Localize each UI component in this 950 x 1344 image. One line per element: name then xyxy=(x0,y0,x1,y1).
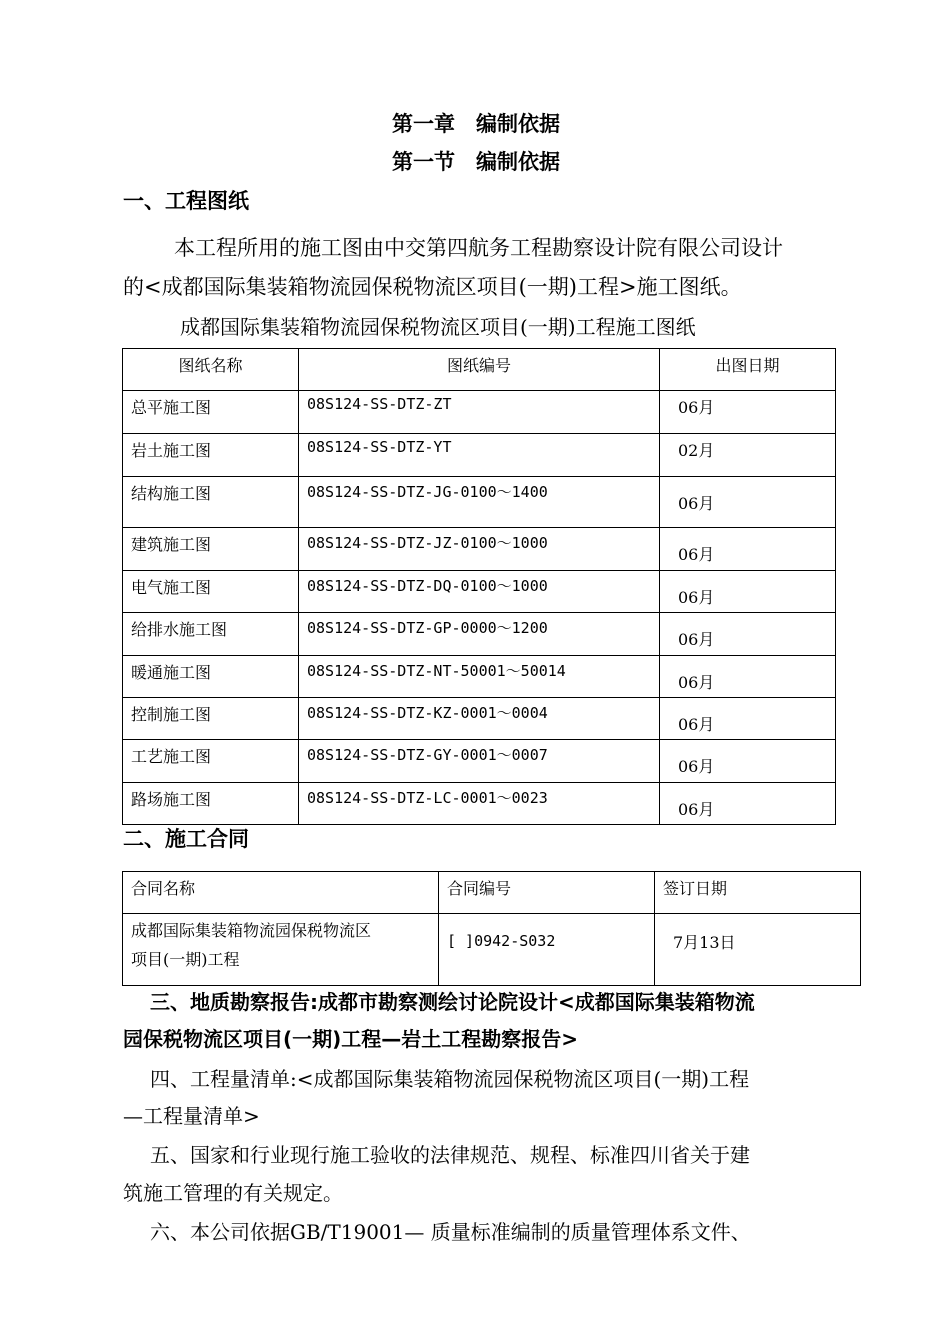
table-header: 图纸编号 xyxy=(299,349,660,391)
heading-contract: 二、施工合同 xyxy=(123,827,249,851)
item-6-line1: 六、本公司依据GB/T19001— 质量标准编制的质量管理体系文件、 xyxy=(150,1220,751,1244)
item-4-line1: 四、工程量清单:<成都国际集装箱物流园保税物流区项目(一期)工程 xyxy=(150,1067,750,1091)
drawing-date: 06月 xyxy=(660,391,836,434)
paragraph-drawings-line2: 的<成都国际集装箱物流园保税物流区项目(一期)工程>施工图纸。 xyxy=(123,275,742,299)
table-row xyxy=(123,528,836,571)
drawing-date: 06月 xyxy=(660,528,836,571)
drawing-name: 暖通施工图 xyxy=(123,656,299,698)
contract-code: [ ]0942-S032 xyxy=(439,914,655,986)
chapter-title: 第一章 编制依据 xyxy=(392,112,560,136)
drawing-code: 08S124-SS-DTZ-LC-0001～0023 xyxy=(299,783,660,825)
table-row xyxy=(123,783,836,825)
drawing-code: 08S124-SS-DTZ-DQ-0100～1000 xyxy=(299,571,660,613)
table-row xyxy=(123,571,836,613)
table-header-row xyxy=(123,872,861,914)
drawing-name: 路场施工图 xyxy=(123,783,299,825)
drawing-code: 08S124-SS-DTZ-GP-0000～1200 xyxy=(299,613,660,656)
drawing-date: 06月 xyxy=(660,571,836,613)
table-header-row xyxy=(123,349,836,391)
drawing-date: 06月 xyxy=(660,477,836,528)
drawing-date: 06月 xyxy=(660,783,836,825)
drawing-date: 06月 xyxy=(660,698,836,740)
drawing-code: 08S124-SS-DTZ-KZ-0001～0004 xyxy=(299,698,660,740)
table-row xyxy=(123,656,836,698)
item-3-line1: 三、地质勘察报告:成都市勘察测绘讨论院设计<成都国际集装箱物流 xyxy=(150,990,755,1014)
drawing-name: 岩土施工图 xyxy=(123,434,299,477)
table-row xyxy=(123,391,836,434)
section-title: 第一节 编制依据 xyxy=(392,150,560,174)
table-row xyxy=(123,914,861,986)
drawing-code: 08S124-SS-DTZ-GY-0001～0007 xyxy=(299,740,660,783)
table-header: 合同名称 xyxy=(123,872,439,914)
contract-date: 7月13日 xyxy=(655,914,861,986)
drawing-code: 08S124-SS-DTZ-NT-50001～50014 xyxy=(299,656,660,698)
drawing-name: 工艺施工图 xyxy=(123,740,299,783)
item-5-line2: 筑施工管理的有关规定。 xyxy=(123,1181,343,1205)
item-5-line1: 五、国家和行业现行施工验收的法律规范、规程、标准四川省关于建 xyxy=(150,1143,750,1167)
drawing-code: 08S124-SS-DTZ-JZ-0100～1000 xyxy=(299,528,660,571)
drawing-name: 控制施工图 xyxy=(123,698,299,740)
drawing-name: 总平施工图 xyxy=(123,391,299,434)
drawings-table xyxy=(122,348,836,825)
table-header: 签订日期 xyxy=(655,872,861,914)
contract-table xyxy=(122,871,861,986)
drawings-table-caption: 成都国际集装箱物流园保税物流区项目(一期)工程施工图纸 xyxy=(180,315,696,339)
table-header: 出图日期 xyxy=(660,349,836,391)
table-row xyxy=(123,740,836,783)
drawing-name: 给排水施工图 xyxy=(123,613,299,656)
drawing-name: 建筑施工图 xyxy=(123,528,299,571)
drawing-name: 电气施工图 xyxy=(123,571,299,613)
table-header: 图纸名称 xyxy=(123,349,299,391)
paragraph-drawings-line1: 本工程所用的施工图由中交第四航务工程勘察设计院有限公司设计 xyxy=(174,236,783,260)
table-row xyxy=(123,477,836,528)
item-3-line2: 园保税物流区项目(一期)工程—岩土工程勘察报告> xyxy=(123,1027,579,1051)
drawing-date: 02月 xyxy=(660,434,836,477)
drawing-date: 06月 xyxy=(660,656,836,698)
item-4-line2: —工程量清单> xyxy=(123,1104,260,1128)
drawing-code: 08S124-SS-DTZ-JG-0100～1400 xyxy=(299,477,660,528)
table-header: 合同编号 xyxy=(439,872,655,914)
table-row xyxy=(123,698,836,740)
table-row xyxy=(123,434,836,477)
drawing-date: 06月 xyxy=(660,740,836,783)
drawing-code: 08S124-SS-DTZ-YT xyxy=(299,434,660,477)
drawing-code: 08S124-SS-DTZ-ZT xyxy=(299,391,660,434)
table-row xyxy=(123,613,836,656)
drawing-name: 结构施工图 xyxy=(123,477,299,528)
drawing-date: 06月 xyxy=(660,613,836,656)
contract-name: 成都国际集装箱物流园保税物流区 项目(一期)工程 xyxy=(123,914,439,986)
heading-drawings: 一、工程图纸 xyxy=(123,189,249,213)
